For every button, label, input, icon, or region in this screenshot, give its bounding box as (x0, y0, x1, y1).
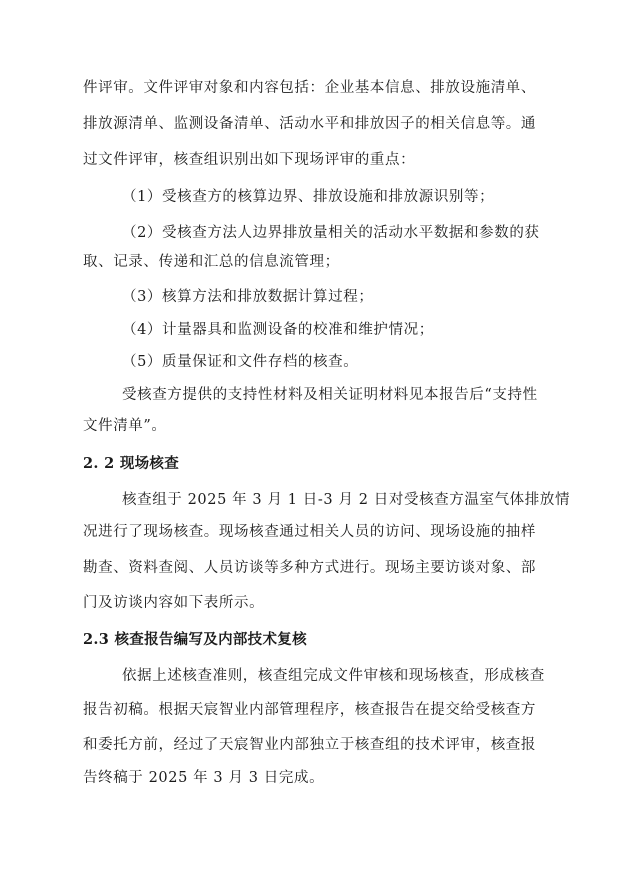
paragraph-line: 报告初稿。根据天宸智业内部管理程序，核查报告在提交给受核查方 (83, 702, 536, 718)
paragraph-line: 件评审。文件评审对象和内容包括：企业基本信息、排放设施清单、 (83, 80, 536, 96)
paragraph-line: 况进行了现场核查。现场核查通过相关人员的访问、现场设施的抽样 (83, 524, 536, 540)
list-item: （1）受核查方的核算边界、排放设施和排放源识别等； (122, 189, 495, 205)
list-item-continuation: 取、记录、传递和汇总的信息流管理； (83, 254, 340, 270)
paragraph-line: 排放源清单、监测设备清单、活动水平和排放因子的相关信息等。通 (83, 116, 536, 132)
list-item: （3）核算方法和排放数据计算过程； (122, 289, 374, 305)
list-item: （5）质量保证和文件存档的核查。 (122, 354, 359, 370)
paragraph-line: 受核查方提供的支持性材料及相关证明材料见本报告后“支持性 (122, 387, 538, 403)
paragraph-line: 门及访谈内容如下表所示。 (83, 595, 265, 611)
paragraph-line: 勘查、资料查阅、人员访谈等多种方式进行。现场主要访谈对象、部 (83, 560, 536, 576)
list-item: （4）计量器具和监测设备的校准和维护情况； (122, 322, 434, 338)
paragraph-line: 和委托方前，经过了天宸智业内部独立于核查组的技术评审，核查报 (83, 737, 536, 753)
paragraph-line: 告终稿于 2025 年 3 月 3 日完成。 (83, 770, 325, 786)
paragraph-line: 过文件评审，核查组识别出如下现场评审的重点： (83, 152, 416, 168)
paragraph-line: 核查组于 2025 年 3 月 1 日-3 月 2 日对受核查方温室气体排放情 (122, 492, 571, 508)
list-item: （2）受核查方法人边界排放量相关的活动水平数据和参数的获 (122, 225, 540, 241)
section-heading-2-3: 2.3 核查报告编写及内部技术复核 (83, 631, 307, 648)
paragraph-line: 依据上述核查准则，核查组完成文件审核和现场核查，形成核查 (122, 668, 545, 684)
paragraph-line: 文件清单”。 (83, 418, 167, 434)
section-heading-2-2: 2. 2 现场核查 (83, 455, 180, 472)
